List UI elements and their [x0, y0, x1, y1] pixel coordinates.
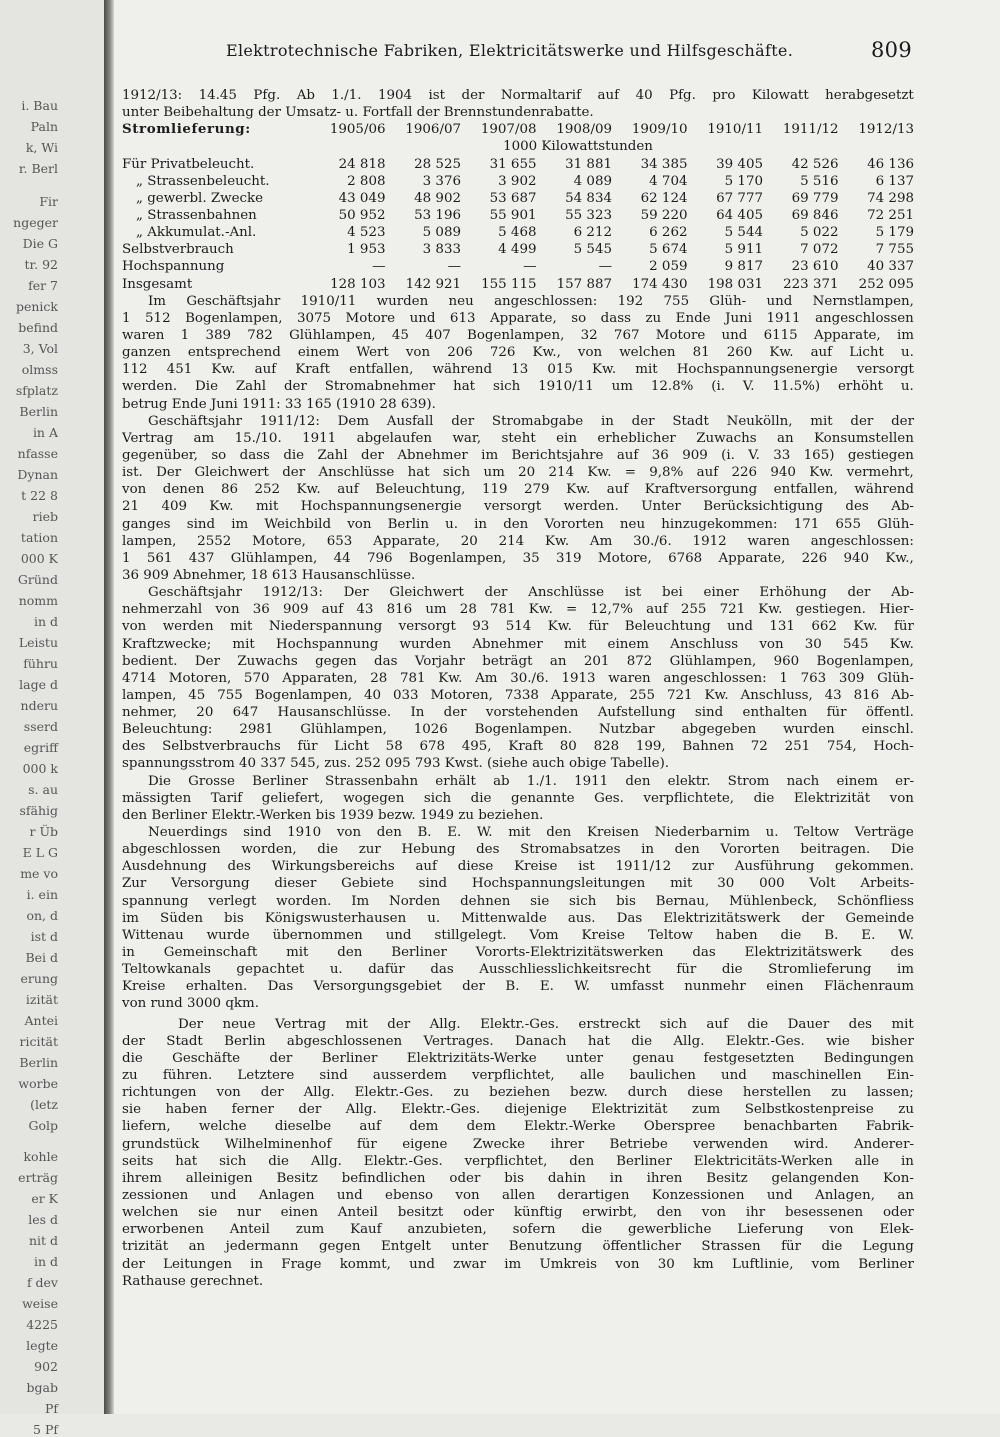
table-cell: 3 902	[498, 173, 537, 189]
table-cell: 69 779	[791, 190, 839, 206]
table-cell: 4 704	[649, 173, 688, 189]
left-page-fragment: legte	[26, 1338, 58, 1353]
table-row	[122, 173, 914, 190]
table-column-header: 1905/06	[329, 122, 386, 138]
table-column-header: 1912/13	[858, 122, 914, 138]
table-column-header: 1910/11	[707, 122, 763, 138]
text-line: mässigten Tarif geliefert, wogegen sich die genannte Ges. verpflichtete, die Elektrizität von	[122, 790, 914, 806]
table-row-label: „ Strassenbahnen	[136, 207, 257, 223]
table-row-label: Insgesamt	[122, 276, 193, 292]
text-line: von werden mit Niederspannung versorgt 93 514 Kw. für Beleuchtung und 131 662 Kw. für	[122, 619, 914, 635]
left-page-fragment: in d	[33, 1254, 58, 1269]
text-line: gegenüber, so dass die Zahl der Abnehmer im Berichtsjahre auf 36 909 (i. V. 33 165) gestiegen	[122, 447, 914, 463]
text-line: ihrem alleinigen Besitz befindlichen oder bis dahin in ihren Besitz gelangenden Kon-	[122, 1170, 914, 1186]
left-page-fragment: Bei d	[25, 950, 58, 965]
left-page-fragment: i. Bau	[21, 98, 58, 113]
table-cell: 3 376	[422, 173, 461, 189]
table-cell: 155 115	[481, 276, 537, 292]
table-cell: 9 817	[724, 259, 763, 275]
left-page-fragment: izität	[25, 992, 58, 1007]
left-page-fragment: Dynan	[17, 467, 58, 482]
text-line: zu führen. Letztere sind ausserdem verpflichtet, alle baulichen und maschinellen Ein-	[122, 1068, 914, 1084]
left-page-fragment: Antei	[24, 1013, 58, 1028]
left-page-fragment: Fir	[39, 194, 58, 209]
text-line: nehmer, 20 647 Hausanschlüsse. In der vorstehenden Aufstellung sind enthalten für öffentl.	[122, 705, 914, 721]
table-cell: 24 818	[338, 156, 386, 172]
table-cell: 42 526	[791, 156, 839, 172]
table-cell: 72 251	[867, 207, 914, 223]
table-cell: 252 095	[858, 276, 914, 292]
left-page-fragment: erung	[20, 971, 58, 986]
table-cell: 6 262	[649, 225, 688, 241]
text-line: der Leitungen in Frage kommt, und zwar im Umkreis von 30 km Luftlinie, vom Berliner	[122, 1256, 914, 1272]
text-line: werden. Die Zahl der Stromabnehmer hat sich 1910/11 um 12.8% (i. V. 11.5%) erhöht u.	[122, 379, 914, 395]
left-page-fragment: 5 Pf	[33, 1422, 58, 1437]
table-cell: 7 072	[800, 242, 839, 258]
table-cell: 31 655	[489, 156, 537, 172]
table-cell: 5 022	[800, 225, 839, 241]
left-page-fragment: olmss	[21, 362, 58, 377]
page-number: 809	[871, 38, 912, 62]
left-page-fragment: Pf	[44, 1401, 58, 1416]
table-unit: 1000 Kilowattstunden	[503, 139, 653, 155]
text-line: von denen 86 252 Kw. auf Beleuchtung, 119 279 Kw. auf Kraftversorgung entfallen, während	[122, 482, 914, 498]
table-cell: 2 808	[347, 173, 386, 189]
text-line: Vertrag am 15./10. 1911 abgelaufen war, steht ein erheblicher Zuwachs an Konsumstellen	[122, 430, 914, 446]
paragraph	[122, 824, 914, 1013]
table-cell: 40 337	[867, 259, 914, 275]
left-page-fragment: 000 K	[20, 551, 58, 566]
table-cell: 223 371	[783, 276, 839, 292]
table-cell: 5 468	[498, 225, 537, 241]
table-row-label: „ Akkumulat.-Anl.	[136, 225, 257, 241]
table-cell: 6 212	[573, 225, 612, 241]
text-line: ganges sind im Weichbild von Berlin u. in den Vororten neu hinzugekommen: 171 655 Glüh-	[122, 516, 914, 532]
left-page-fragment: nomm	[18, 593, 58, 608]
left-page-fragment: 3, Vol	[22, 341, 58, 356]
table-row	[122, 224, 914, 241]
table-row-label: Hochspannung	[122, 259, 225, 275]
text-line: den Berliner Elektr.-Werken bis 1939 bezw. 1949 zu beziehen.	[122, 807, 544, 823]
table-cell: 67 777	[716, 190, 763, 206]
left-page-fragment: nderu	[20, 698, 58, 713]
table-row	[122, 241, 914, 258]
text-line: Kreise erhalten. Das Versorgungsgebiet der B. E. W. umfasst nunmehr einen Flächenraum	[122, 979, 914, 995]
table-row-label: Für Privatbeleucht.	[122, 156, 255, 172]
paragraph	[122, 413, 914, 584]
table-row	[122, 190, 914, 207]
table-cell: 48 902	[414, 190, 461, 206]
text-line: ganzen entsprechend einem Wert von 206 726 Kw., von welchen 81 260 Kw. auf Licht u.	[122, 345, 914, 361]
table-column-header: 1906/07	[405, 122, 461, 138]
text-line: Die Grosse Berliner Strassenbahn erhält ab 1./1. 1911 den elektr. Strom nach einem er-	[148, 773, 914, 789]
left-page-fragment: tation	[20, 530, 58, 545]
left-page-fragment: worbe	[18, 1076, 58, 1091]
paragraph	[122, 773, 914, 824]
text-line: Geschäftsjahr 1911/12: Dem Ausfall der Stromabgabe in der Stadt Neukölln, mit der der	[148, 413, 914, 429]
left-page-fragment: Gründ	[17, 572, 58, 587]
table-cell: 2 059	[649, 259, 688, 275]
table-cell: 5 674	[649, 242, 688, 258]
text-line: 112 451 Kw. auf Kraft entfallen, während 13 015 Kw. mit Hochspannungsenergie versorgt	[122, 362, 914, 378]
table-column-header: 1911/12	[782, 122, 839, 138]
text-line: liefern, welche dieselbe auf dem dem Elektr.-Werke Oberspree benachbarten Fabrik-	[122, 1119, 914, 1135]
book-spine	[104, 0, 114, 1414]
text-line: Rathause gerechnet.	[122, 1273, 264, 1289]
left-page-fragment: in d	[33, 614, 58, 629]
left-page-fragment: rieb	[32, 509, 58, 524]
left-page-margin	[0, 0, 104, 1437]
left-page-fragment: Golp	[28, 1118, 58, 1133]
text-line: zessionen und Anlagen und ebenso von allen derartigen Konzessionen und Anlagen, an	[122, 1188, 914, 1203]
text-line: seits hat sich die Allg. Elektr.-Ges. verpflichtet, den Berliner Elektricitäts-Werken alle in	[122, 1153, 914, 1169]
table-header-label: Stromlieferung:	[122, 121, 251, 138]
table-cell: 3 833	[422, 242, 461, 258]
text-line: 21 409 Kw. mit Hochspannungsenergie versorgt werden. Unter Berücksichtigung des Ab-	[122, 499, 914, 515]
left-page-fragment: r Üb	[29, 824, 58, 839]
text-line: Geschäftsjahr 1912/13: Der Gleichwert der Anschlüsse ist bei einer Erhöhung der Ab-	[148, 585, 914, 601]
left-page-fragment: on, d	[26, 908, 58, 923]
left-page-fragment: tr. 92	[24, 257, 58, 272]
left-page-fragment: 902	[34, 1359, 58, 1374]
table-row-label: „ Strassenbeleucht.	[136, 173, 270, 189]
text-line: spannung verlegt worden. Im Norden dehnen sie sich bis Bernau, Mühlenbeck, Schönfliess	[122, 893, 914, 909]
table-cell: 4 499	[498, 242, 537, 258]
table-column-header: 1909/10	[631, 122, 688, 138]
text-line: 36 909 Abnehmer, 18 613 Hausanschlüsse.	[122, 567, 416, 583]
text-line: 1 512 Bogenlampen, 3075 Motore und 613 Apparate, so dass zu Ende Juni 1911 angeschlossen	[122, 310, 914, 326]
text-line: erworbenen Anteil zum Kauf anzubieten, sofern die gewerbliche Lieferung von Elek-	[122, 1222, 914, 1238]
text-line: nehmerzahl von 36 909 auf 43 816 um 28 781 Kw. = 12,7% auf 255 721 Kw. gestiegen. Hier-	[122, 602, 914, 618]
table-cell: 5 545	[573, 242, 612, 258]
table-cell: 39 405	[716, 156, 763, 172]
table-cell: —	[598, 259, 612, 275]
text-line: grundstück Wilhelminenhof für eigene Zwecke ihrer Betriebe verwenden wird. Anderer-	[122, 1136, 914, 1152]
left-page-fragment: weise	[22, 1296, 58, 1311]
table-cell: 198 031	[707, 276, 763, 292]
text-line: 1 561 437 Glühlampen, 44 796 Bogenlampen, 35 319 Motore, 6768 Apparate, 226 940 Kw.,	[122, 550, 914, 566]
text-line: Beleuchtung: 2981 Glühlampen, 1026 Bogenlampen. Nutzbar abgegeben wurden einschl.	[122, 722, 914, 738]
table-row	[122, 258, 914, 275]
table-cell: 5 170	[724, 173, 763, 189]
table-cell: 50 952	[338, 207, 386, 223]
left-page-fragment: sfplatz	[15, 383, 58, 398]
text-line: der Stadt Berlin abgeschlossenen Vertrages. Danach hat die Allg. Elektr.-Ges. wie bisher	[122, 1033, 914, 1049]
text-line: lampen, 2552 Motore, 653 Apparate, 20 214 Kw. Am 30./6. 1912 waren angeschlossen:	[122, 533, 914, 549]
table-cell: 4 523	[347, 225, 386, 241]
table-cell: 64 405	[716, 207, 763, 223]
table-cell: 5 544	[724, 225, 763, 241]
left-page-fragment: führu	[23, 656, 58, 671]
text-line: Zur Versorgung dieser Gebiete sind Hochspannungsleitungen mit 30 000 Volt Arbeits-	[122, 876, 914, 892]
text-line: Kraftzwecke; mit Hochspannung wurden Abnehmer mit einem Anschluss von 30 545 Kw.	[122, 636, 914, 652]
table-cell: 59 220	[640, 207, 688, 223]
left-page-fragment: E L G	[22, 845, 58, 860]
text-line: 4714 Motoren, 570 Apparaten, 28 781 Kw. Am 30./6. 1913 waren angeschlossen: 1 763 309 Glüh-	[122, 670, 914, 686]
left-page-fragment: (letz	[30, 1097, 58, 1112]
left-page-fragment: 4225	[26, 1317, 58, 1332]
stromlieferung-table	[122, 121, 914, 292]
text-line: bedient. Der Zuwachs gegen das Vorjahr beträgt an 201 872 Glühlampen, 960 Bogenlampen,	[122, 653, 914, 669]
text-line: abgeschlossen worden, die zur Hebung des Stromabsatzes in den Vororten beitragen. Die	[122, 842, 914, 858]
table-cell: 28 525	[414, 156, 461, 172]
paragraph	[122, 1016, 914, 1290]
text-line: Neuerdings sind 1910 von den B. E. W. mit den Kreisen Niederbarnim u. Teltow Verträge	[148, 825, 914, 841]
table-cell: 5 911	[724, 242, 763, 258]
left-page-fragment: Die G	[22, 236, 58, 251]
left-page-fragment: Berlin	[19, 1055, 58, 1070]
table-row	[122, 207, 914, 224]
table-header-row	[122, 121, 914, 138]
table-cell: 128 103	[330, 276, 386, 292]
left-page-fragment: penick	[15, 299, 58, 314]
table-column-header: 1907/08	[480, 122, 537, 138]
table-cell: —	[523, 259, 537, 275]
text-line: welchen sie nur einen Anteil besitzt oder künftig erwirbt, den von ihr besessenen oder	[122, 1205, 914, 1221]
paragraph	[122, 293, 914, 413]
left-page-fragment: Paln	[30, 119, 58, 134]
intro-line: unter Beibehaltung der Umsatz- u. Fortfall der Brennstundenrabatte.	[122, 105, 594, 121]
left-page-fragment: fer 7	[28, 278, 58, 293]
table-cell: 5 179	[875, 225, 914, 241]
left-page-fragment: s. au	[28, 782, 58, 797]
left-page-fragment: lage d	[19, 677, 58, 692]
table-cell: 69 846	[791, 207, 839, 223]
table-row	[122, 276, 914, 293]
text-line: von rund 3000 qkm.	[122, 996, 259, 1012]
left-page-fragment: nfasse	[17, 446, 58, 461]
left-page-fragment: sserd	[23, 719, 58, 734]
table-cell: 7 755	[875, 242, 914, 258]
text-line: Teltowkanals gepachtet u. dafür das Ausschliesslichkeitsrecht für die Stromlieferung im	[122, 962, 914, 978]
text-line: in Gemeinschaft mit den Berliner Vororts-Elektrizitätswerken das Elektrizitätswerk des	[122, 945, 914, 961]
left-page-fragment: 000 k	[22, 761, 58, 776]
left-page-fragment: k, Wi	[25, 140, 58, 155]
table-cell: 142 921	[405, 276, 461, 292]
table-cell: 157 887	[556, 276, 612, 292]
table-cell: 5 089	[422, 225, 461, 241]
table-row-label: „ gewerbl. Zwecke	[136, 190, 264, 206]
page-content	[122, 87, 914, 1290]
left-page-fragment: sfähig	[19, 803, 58, 818]
left-page-fragment: in A	[32, 425, 58, 440]
text-line: Der neue Vertrag mit der Allg. Elektr.-Ges. erstreckt sich auf die Dauer des mit	[178, 1016, 914, 1032]
table-cell: 23 610	[791, 259, 839, 275]
text-line: Im Geschäftsjahr 1910/11 wurden neu angeschlossen: 192 755 Glüh- und Nernstlampen,	[148, 293, 914, 309]
left-page-fragment: befind	[18, 320, 58, 335]
text-line: spannungsstrom 40 337 545, zus. 252 095 793 Kwst. (siehe auch obige Tabelle).	[122, 756, 670, 772]
text-line: trizität an jedermann gegen Entgelt unter Benutzung öffentlicher Strassen für die Legung	[122, 1239, 914, 1255]
left-page-fragment: i. ein	[26, 887, 58, 902]
left-page-fragment: egriff	[23, 740, 58, 755]
left-page-fragment: nit d	[28, 1233, 58, 1248]
table-cell: 53 687	[489, 190, 537, 206]
table-cell: 53 196	[414, 207, 461, 223]
text-line: Ausdehnung des Wirkungsbereichs auf diese Kreise ist 1911/12 zur Ausführung gekommen.	[122, 859, 914, 875]
left-page-fragment: f dev	[26, 1275, 58, 1290]
paragraph	[122, 584, 914, 773]
text-line: des Selbstverbrauchs für Licht 58 678 495, Kraft 80 828 199, Bahnen 72 251 754, Hoch-	[122, 739, 914, 755]
table-cell: 55 323	[565, 207, 612, 223]
text-line: waren 1 389 782 Glühlampen, 45 407 Bogenlampen, 32 767 Motore und 6115 Apparate, im	[122, 327, 914, 343]
table-row-label: Selbstverbrauch	[122, 242, 234, 258]
table-cell: 62 124	[640, 190, 688, 206]
header-title: Elektrotechnische Fabriken, Elektricitätswerke und Hilfsgeschäfte.	[226, 41, 794, 60]
left-page-fragment: kohle	[23, 1149, 58, 1164]
table-cell: 6 137	[875, 173, 914, 189]
left-page-fragment: ngeger	[13, 215, 58, 230]
table-cell: 43 049	[338, 190, 386, 206]
left-page-fragment: erträg	[18, 1170, 58, 1185]
table-cell: 34 385	[640, 156, 688, 172]
intro-line: 1912/13: 14.45 Pfg. Ab 1./1. 1904 ist der Normaltarif auf 40 Pfg. pro Kilowatt herabgesetzt	[122, 88, 914, 103]
left-page-fragment: me vo	[20, 866, 58, 881]
table-cell: 5 516	[800, 173, 839, 189]
left-page-fragment: Berlin	[19, 404, 58, 419]
text-line: die Geschäfte der Berliner Elektrizitäts-Werke unter genau festgesetzten Bedingungen	[122, 1050, 914, 1066]
left-page-fragment: bgab	[26, 1380, 58, 1395]
table-cell: 55 901	[489, 207, 537, 223]
left-page-fragment: t 22 8	[21, 488, 58, 503]
table-row	[122, 156, 914, 173]
table-cell: 1 953	[347, 242, 386, 258]
table-cell: 46 136	[867, 156, 914, 172]
left-page-fragment: Leistu	[18, 635, 58, 650]
text-line: betrug Ende Juni 1911: 33 165 (1910 28 639).	[122, 396, 436, 412]
table-cell: —	[372, 259, 386, 275]
left-page-fragment: ist d	[30, 929, 58, 944]
text-line: ist. Der Gleichwert der Anschlüsse hat sich um 20 214 Kw. = 9,8% auf 226 940 Kw. vermehrt,	[122, 465, 914, 481]
table-cell: 4 089	[573, 173, 612, 189]
table-cell: 174 430	[632, 276, 688, 292]
text-line: lampen, 45 755 Bogenlampen, 40 033 Motoren, 7338 Apparate, 255 721 Kw. Anschluss, 43 816 Ab-	[122, 687, 914, 703]
text-line: im Süden bis Königswusterhausen u. Mittenwalde aus. Das Elektrizitätswerk der Gemeinde	[122, 910, 914, 926]
left-page-fragment: ricität	[19, 1034, 58, 1049]
left-page-fragment: les d	[28, 1212, 58, 1227]
text-line: Wittenau wurde übernommen und stillgelegt. Vom Kreise Teltow haben die B. E. W.	[122, 927, 914, 943]
left-page-fragment: er K	[31, 1191, 58, 1206]
text-line: richtungen von der Allg. Elektr.-Ges. zu beziehen bezw. durch diese herstellen zu lassen;	[122, 1085, 914, 1101]
table-cell: —	[447, 259, 461, 275]
left-page-fragment: r. Berl	[18, 161, 58, 176]
table-cell: 54 834	[565, 190, 612, 206]
table-column-header: 1908/09	[556, 122, 612, 138]
table-cell: 31 881	[565, 156, 612, 172]
text-line: sie haben ferner der Allg. Elektr.-Ges. diejenige Elektrizität zum Selbstkostenpreise zu	[122, 1102, 914, 1118]
table-cell: 74 298	[867, 190, 914, 206]
